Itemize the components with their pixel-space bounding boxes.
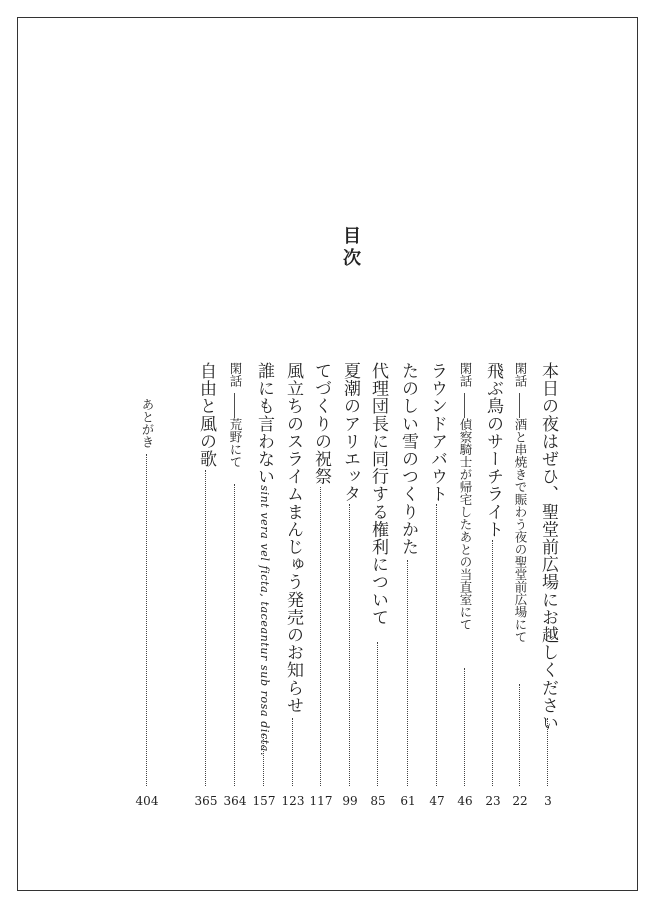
leader-dots: [292, 718, 293, 786]
toc-title: 目次: [340, 226, 361, 270]
leader-dots: [349, 504, 350, 786]
page-number: 99: [342, 794, 358, 808]
page-number: 85: [370, 794, 386, 808]
page-number: 3: [544, 794, 552, 808]
toc-entry[interactable]: 閑話――偵察騎士が帰宅したあとの当直室にて 46: [457, 362, 473, 808]
toc-entry[interactable]: たのしい雪のつくりかた 61: [398, 362, 418, 808]
toc-entry[interactable]: 閑話――荒野にて 364: [223, 362, 247, 808]
page-number: 364: [223, 794, 247, 808]
toc-entry[interactable]: 自由と風の歌 365: [194, 362, 218, 808]
leader-dots: [234, 484, 235, 786]
leader-dots: [436, 504, 437, 786]
page-number: 123: [281, 794, 305, 808]
page-number: 22: [512, 794, 528, 808]
page-number: 157: [252, 794, 276, 808]
leader-dots: [407, 560, 408, 786]
toc-entry[interactable]: 本日の夜はぜひ、聖堂前広場にお越しください 3: [538, 362, 558, 808]
toc-entry[interactable]: 閑話――酒と串焼きで賑わう夜の聖堂前広場にて 22: [512, 362, 528, 808]
toc-entry[interactable]: あとがき 404: [135, 398, 159, 808]
leader-dots: [205, 470, 206, 786]
toc-entry[interactable]: てづくりの祝祭 117: [309, 362, 333, 808]
leader-dots: [464, 668, 465, 786]
leader-dots: [146, 454, 147, 786]
page-number: 117: [309, 794, 333, 808]
toc-entry[interactable]: 代理団長に同行する権利について 85: [368, 362, 388, 808]
toc-entry[interactable]: 飛ぶ鳥のサーチライト 23: [483, 362, 503, 808]
leader-dots: [519, 684, 520, 786]
leader-dots: [263, 734, 264, 786]
toc-entry[interactable]: 夏潮のアリエッタ 99: [340, 362, 360, 808]
toc-entry[interactable]: 風立ちのスライムまんじゅう発売のお知らせ 123: [281, 362, 305, 808]
toc-entry[interactable]: ラウンドアバウト 47: [427, 362, 447, 808]
page-number: 404: [135, 794, 159, 808]
leader-dots: [320, 487, 321, 786]
leader-dots: [377, 642, 378, 786]
page-number: 46: [457, 794, 473, 808]
page-number: 23: [485, 794, 501, 808]
leader-dots: [547, 718, 548, 786]
toc-entry[interactable]: 誰にも言わないsint vera vel ficta, taceantur sub rosa dicta. 157: [252, 362, 276, 808]
page-number: 365: [194, 794, 218, 808]
page-number: 61: [400, 794, 416, 808]
page-number: 47: [429, 794, 445, 808]
leader-dots: [492, 540, 493, 786]
